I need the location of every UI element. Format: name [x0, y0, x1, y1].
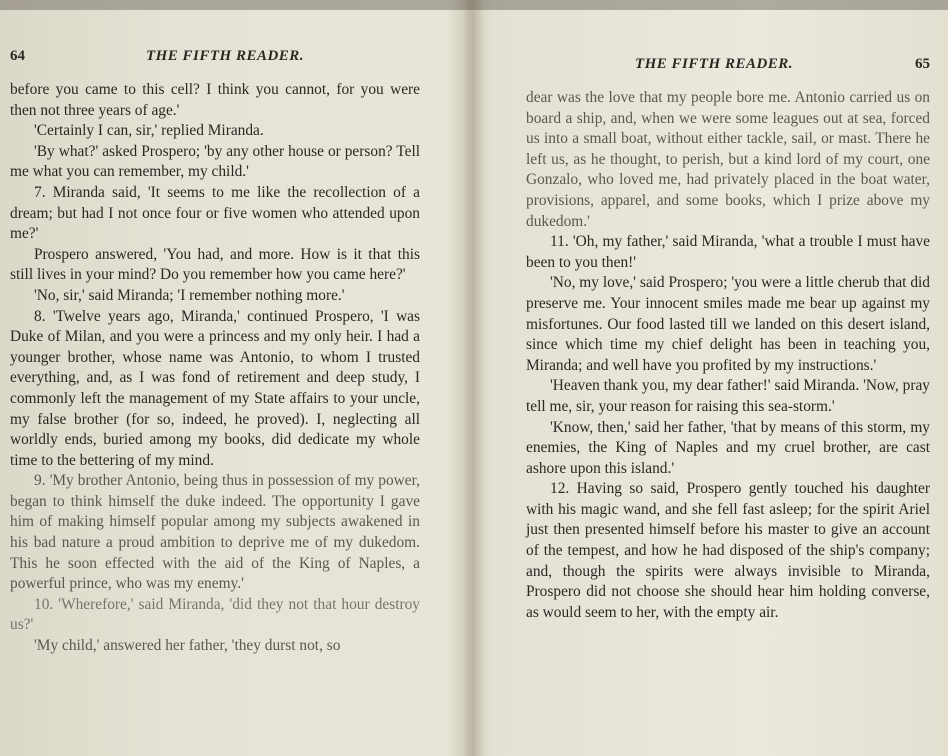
paragraph: 'Know, then,' said her father, 'that by means of this storm, my enemies, the King of Naples and my cruel brother, are cast ashore upon this island.' — [526, 418, 930, 477]
paragraph: 7. Miranda said, 'It seems to me like the recollection of a dream; but had I not once four or five women who attended upon me?' — [10, 183, 420, 243]
paragraph: 8. 'Twelve years ago, Miranda,' continued Prospero, 'I was Duke of Milan, and you were a princess and my only heir. I had a younger brother, whose name was Antonio, to whom I trusted everything, and, as I was fond of retirement and deep study, I commonly left the management of my State affairs to your uncle, my false brother (for so, indeed, he proved). I, neglecting all worldly ends, buried among my books, did dedicate my whole time to the bettering of my mind. — [10, 307, 420, 469]
paragraph: 'By what?' asked Prospero; 'by any other house or person? Tell me what you can remember, my child.' — [10, 142, 420, 181]
running-head-left: THE FIFTH READER. — [145, 48, 305, 64]
right-page — [478, 0, 948, 756]
left-page-header — [10, 48, 440, 70]
left-page — [0, 0, 470, 756]
paragraph: 12. Having so said, Prospero gently touched his daughter with his magic wand, and she fell fast asleep; for the spirit Ariel just then presented himself before his master to give an account of the tempest, and how he had disposed of the ship's company; and, though the spirits were always invisible to Miranda, Prospero did not choose she should hear him holding converse, as would seem to her, with the empty air. — [526, 480, 930, 621]
paragraph: 'My child,' answered her father, 'they durst not, so — [34, 637, 341, 655]
running-head-right: THE FIFTH READER. — [634, 56, 794, 72]
paragraph: 'No, sir,' said Miranda; 'I remember nothing more.' — [34, 286, 345, 304]
paragraph: 9. 'My brother Antonio, being thus in possession of my power, began to think himself the duke indeed. The opportunity I gave him of making himself popular among my subjects awakened in his bad nature a proud ambition to deprive me of my dukedom. This he soon effected with the aid of the King of Naples, a powerful prince, who was my enemy.' — [10, 472, 420, 593]
paragraph: before you came to this cell? I think you cannot, for you were then not three years of age.' — [10, 81, 420, 119]
right-page-text — [526, 88, 930, 623]
page-number-right: 65 — [915, 56, 930, 72]
paragraph: 'Heaven thank you, my dear father!' said Miranda. 'Now, pray tell me, sir, your reason for raising this sea-storm.' — [526, 377, 930, 415]
paragraph: Prospero answered, 'You had, and more. How is it that this still lives in your mind? Do you remember how you came here?' — [10, 245, 420, 284]
right-page-header — [498, 56, 930, 78]
page-number-left: 64 — [10, 48, 25, 64]
paragraph: 'No, my love,' said Prospero; 'you were a little cherub that did preserve me. Your innocent smiles made me bear up against my misfortunes. Our food lasted till we landed on this desert island, since which time my chief delight has been in teaching you, Miranda; and well have you profited by my instructions.' — [526, 274, 930, 374]
paragraph: 11. 'Oh, my father,' said Miranda, 'what a trouble I must have been to you then!' — [526, 233, 930, 271]
paragraph: dear was the love that my people bore me. Antonio carried us on board a ship, and, when we were some leagues out at sea, forced us into a small boat, without either tackle, sail, or mast. There he left us, as he thought, to perish, but a kind lord of my court, one Gonzalo, who loved me, had privately placed in the boat water, provisions, apparel, and some books, which I prize above my dukedom.' — [526, 89, 930, 230]
paragraph: 10. 'Wherefore,' said Miranda, 'did they not that hour destroy us?' — [10, 595, 420, 634]
paragraph: 'Certainly I can, sir,' replied Miranda. — [34, 122, 264, 140]
left-page-text — [10, 80, 420, 657]
